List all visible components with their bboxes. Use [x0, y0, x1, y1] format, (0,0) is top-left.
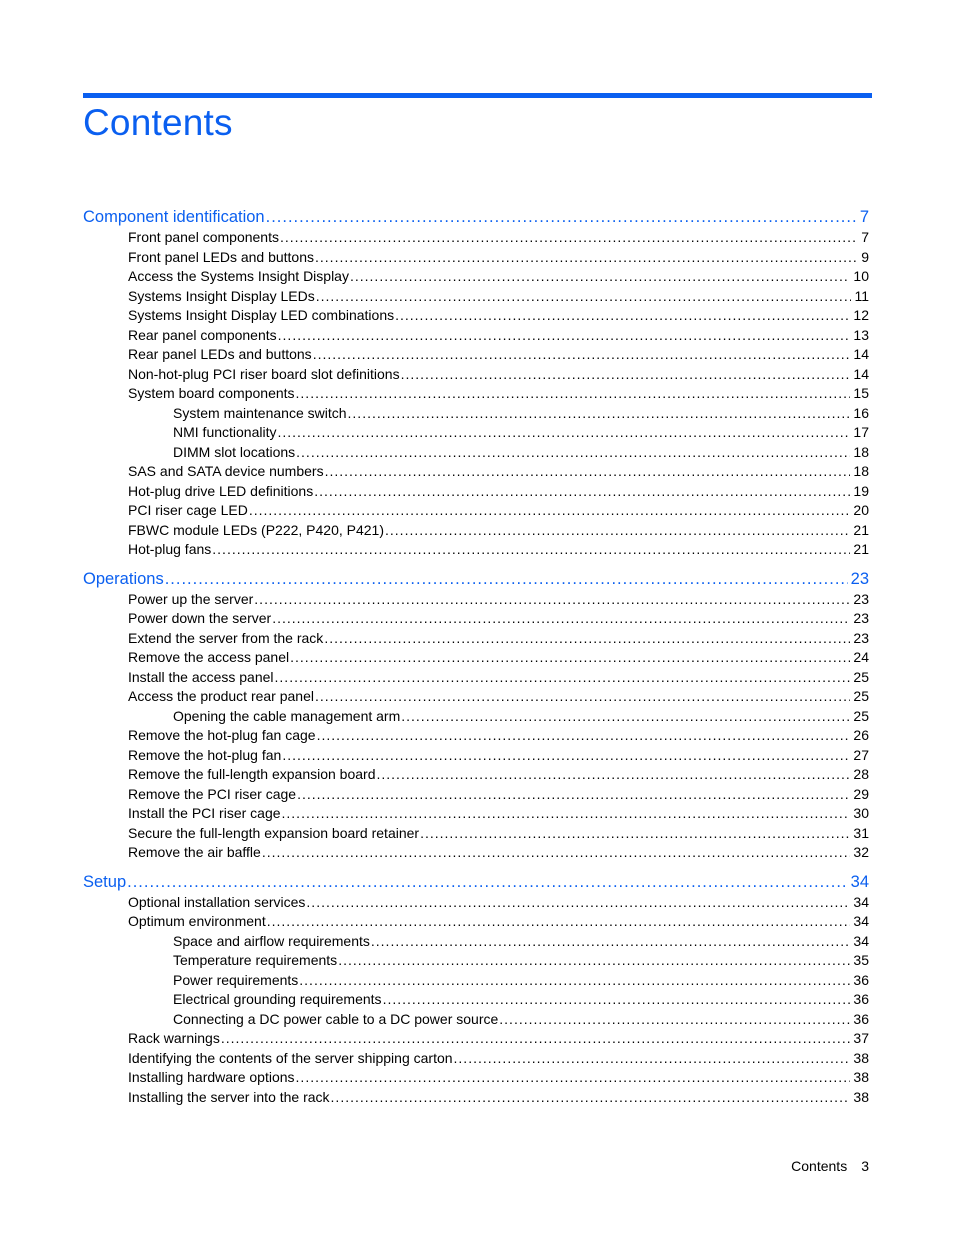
toc-entry-label: Access the Systems Insight Display — [128, 268, 349, 284]
toc-leader-dots — [395, 306, 850, 326]
toc-leader-dots — [338, 951, 850, 971]
toc-entry[interactable] — [83, 248, 869, 268]
toc-entry[interactable] — [83, 540, 869, 560]
toc-entry-page: 38 — [853, 1088, 869, 1105]
toc-entry[interactable] — [83, 648, 869, 668]
toc-leader-dots — [212, 540, 850, 560]
toc-entry-label: Optimum environment — [128, 913, 266, 929]
toc-leader-dots — [267, 912, 851, 932]
toc-leader-dots — [350, 267, 850, 287]
toc-entry[interactable] — [83, 326, 869, 346]
page-footer — [791, 1158, 869, 1174]
toc-entry-page: 9 — [861, 248, 869, 265]
toc-entry-page: 34 — [850, 872, 869, 891]
toc-entry-label: Optional installation services — [128, 893, 306, 910]
toc-leader-dots — [290, 648, 850, 668]
toc-leader-dots — [385, 521, 850, 541]
toc-leader-dots — [331, 1088, 851, 1108]
toc-entry[interactable] — [83, 1068, 869, 1088]
toc-entry[interactable] — [83, 932, 869, 952]
toc-entry-page: 31 — [853, 824, 869, 841]
toc-entry-page: 11 — [854, 287, 869, 304]
toc-entry-page: 25 — [853, 707, 869, 724]
toc-leader-dots — [299, 971, 850, 991]
toc-entry-page: 36 — [853, 991, 869, 1007]
toc-leader-dots — [324, 629, 850, 649]
toc-entry[interactable] — [83, 726, 869, 746]
toc-entry-page: 7 — [861, 229, 869, 245]
toc-entry-label: Remove the access panel — [128, 649, 290, 665]
toc-leader-dots — [272, 609, 850, 629]
toc-entry-page: 38 — [853, 1049, 869, 1066]
toc-entry-label: Hot-plug fans — [128, 541, 212, 557]
toc-entry-label: Power down the server — [128, 610, 272, 626]
toc-entry-page: 37 — [853, 1030, 869, 1046]
toc-entry-page: 36 — [853, 1010, 869, 1027]
toc-entry-page: 13 — [853, 326, 869, 343]
toc-entry[interactable] — [83, 423, 869, 443]
toc-leader-dots — [317, 726, 851, 746]
toc-entry[interactable] — [83, 971, 869, 991]
toc-entry-label: Power up the server — [128, 590, 254, 607]
toc-entry[interactable] — [83, 345, 869, 365]
toc-entry-page: 15 — [853, 385, 869, 401]
toc-entry-label: Install the access panel — [128, 668, 274, 685]
toc-entry[interactable] — [83, 990, 869, 1010]
toc-leader-dots — [325, 462, 851, 482]
toc-leader-dots — [127, 871, 848, 893]
toc-leader-dots — [280, 228, 858, 248]
toc-entry-page: 30 — [853, 805, 869, 821]
toc-entry-label: Opening the cable management arm — [173, 707, 401, 724]
toc-entry[interactable] — [83, 365, 869, 385]
toc-entry-label: DIMM slot locations — [173, 443, 296, 460]
toc-leader-dots — [296, 443, 850, 463]
toc-entry-page: 14 — [853, 365, 869, 382]
toc-entry-label: Install the PCI riser cage — [128, 805, 281, 821]
toc-entry[interactable] — [83, 629, 869, 649]
toc-chapter-entry[interactable] — [83, 568, 869, 590]
toc-entry-label: Remove the PCI riser cage — [128, 785, 297, 802]
toc-entry[interactable] — [83, 1029, 869, 1049]
toc-entry[interactable] — [83, 804, 869, 824]
toc-leader-dots — [306, 893, 850, 913]
toc-entry-label: System board components — [128, 385, 295, 401]
toc-leader-dots — [282, 804, 851, 824]
toc-leader-dots — [499, 1010, 850, 1030]
toc-entry-label: Connecting a DC power cable to a DC power source — [173, 1010, 499, 1027]
toc-entry[interactable] — [83, 501, 869, 521]
toc-entry-page: 18 — [853, 443, 869, 460]
toc-chapter-entry[interactable] — [83, 871, 869, 893]
toc-entry[interactable] — [83, 1010, 869, 1030]
toc-entry-page: 34 — [853, 913, 869, 929]
toc-leader-dots — [348, 404, 851, 424]
toc-entry-page: 27 — [853, 746, 869, 763]
toc-entry[interactable] — [83, 404, 869, 424]
toc-entry-label: NMI functionality — [173, 424, 277, 440]
toc-leader-dots — [420, 824, 850, 844]
toc-leader-dots — [313, 345, 851, 365]
toc-entry[interactable] — [83, 306, 869, 326]
toc-leader-dots — [401, 365, 851, 385]
toc-entry-label: Non-hot-plug PCI riser board slot definitions — [128, 365, 400, 382]
toc-entry-page: 25 — [853, 688, 869, 704]
toc-entry[interactable] — [83, 951, 869, 971]
toc-leader-dots — [266, 206, 857, 228]
toc-entry-label: Systems Insight Display LED combinations — [128, 307, 395, 323]
toc-entry-label: Installing hardware options — [128, 1069, 295, 1085]
toc-entry-page: 21 — [853, 521, 869, 538]
toc-entry-label: Remove the full-length expansion board — [128, 766, 376, 782]
toc-entry-label: Rack warnings — [128, 1030, 220, 1046]
toc-entry[interactable] — [83, 267, 869, 287]
toc-leader-dots — [315, 687, 850, 707]
toc-leader-dots — [278, 326, 851, 346]
toc-entry-page: 23 — [853, 610, 869, 626]
toc-entry[interactable] — [83, 287, 869, 307]
toc-entry-label: Installing the server into the rack — [128, 1088, 330, 1105]
toc-entry[interactable] — [83, 785, 869, 805]
toc-entry-label: Access the product rear panel — [128, 688, 314, 704]
toc-entry-page: 29 — [853, 785, 869, 802]
toc-entry[interactable] — [83, 521, 869, 541]
toc-entry-page: 21 — [853, 541, 869, 557]
toc-leader-dots — [275, 668, 851, 688]
toc-entry[interactable] — [83, 843, 869, 863]
toc-entry-label: Setup — [83, 872, 127, 891]
toc-entry[interactable] — [83, 707, 869, 727]
toc-entry[interactable] — [83, 765, 869, 785]
toc-entry-label: Identifying the contents of the server shipping carton — [128, 1049, 453, 1066]
toc-entry-page: 26 — [853, 727, 869, 743]
toc-leader-dots — [296, 1068, 851, 1088]
toc-entry-page: 23 — [853, 629, 869, 646]
toc-entry-label: Remove the hot-plug fan — [128, 746, 282, 763]
toc-leader-dots — [254, 590, 850, 610]
toc-leader-dots — [315, 248, 858, 268]
toc-entry[interactable] — [83, 668, 869, 688]
toc-entry-label: Remove the hot-plug fan cage — [128, 727, 316, 743]
toc-entry-label: Rear panel LEDs and buttons — [128, 346, 312, 362]
toc-entry[interactable] — [83, 912, 869, 932]
toc-entry-page: 34 — [853, 932, 869, 949]
toc-entry-page: 28 — [853, 766, 869, 782]
toc-leader-dots — [454, 1049, 851, 1069]
toc-entry-label: Operations — [83, 569, 164, 588]
toc-leader-dots — [165, 568, 848, 590]
toc-entry-page: 17 — [853, 424, 869, 440]
toc-entry[interactable] — [83, 462, 869, 482]
toc-entry[interactable] — [83, 824, 869, 844]
toc-entry-page: 20 — [853, 502, 869, 518]
toc-entry[interactable] — [83, 1088, 869, 1108]
toc-chapter-entry[interactable] — [83, 206, 869, 228]
toc-leader-dots — [221, 1029, 851, 1049]
toc-entry-page: 16 — [853, 404, 869, 421]
footer-page-number: 3 — [861, 1158, 869, 1174]
toc-entry-label: Component identification — [83, 208, 265, 226]
toc-entry-page: 36 — [853, 971, 869, 988]
toc-entry-page: 19 — [853, 482, 869, 499]
footer-section: Contents — [791, 1158, 848, 1174]
toc-entry-label: Front panel LEDs and buttons — [128, 248, 315, 265]
toc-entry-page: 24 — [853, 649, 869, 665]
toc-entry[interactable] — [83, 746, 869, 766]
toc-leader-dots — [296, 384, 851, 404]
toc-entry-label: FBWC module LEDs (P222, P420, P421) — [128, 521, 385, 538]
toc-entry-page: 34 — [853, 893, 869, 910]
toc-leader-dots — [297, 785, 850, 805]
toc-entry-label: System maintenance switch — [173, 404, 347, 421]
toc-entry-label: Hot-plug drive LED definitions — [128, 482, 314, 499]
toc-leader-dots — [282, 746, 850, 766]
toc-leader-dots — [314, 482, 850, 502]
toc-leader-dots — [249, 501, 851, 521]
toc-entry[interactable] — [83, 443, 869, 463]
toc-entry-label: Secure the full-length expansion board retainer — [128, 824, 420, 841]
toc-leader-dots — [262, 843, 851, 863]
toc-entry[interactable] — [83, 482, 869, 502]
toc-entry-page: 35 — [853, 952, 869, 968]
table-of-contents — [83, 206, 869, 1107]
toc-entry-page: 25 — [853, 668, 869, 685]
toc-entry[interactable] — [83, 893, 869, 913]
toc-entry-page: 12 — [853, 307, 869, 323]
toc-leader-dots — [401, 707, 850, 727]
toc-entry-page: 14 — [853, 346, 869, 362]
toc-entry-page: 7 — [859, 208, 869, 226]
toc-entry-page: 38 — [853, 1069, 869, 1085]
toc-leader-dots — [377, 765, 851, 785]
toc-entry-label: Front panel components — [128, 229, 279, 245]
toc-entry-label: Extend the server from the rack — [128, 629, 324, 646]
toc-entry-page: 23 — [850, 569, 869, 588]
toc-leader-dots — [383, 990, 851, 1010]
toc-entry[interactable] — [83, 384, 869, 404]
toc-entry-label: Electrical grounding requirements — [173, 991, 382, 1007]
toc-entry-label: Systems Insight Display LEDs — [128, 287, 315, 304]
toc-entry[interactable] — [83, 609, 869, 629]
toc-entry[interactable] — [83, 1049, 869, 1069]
toc-leader-dots — [371, 932, 851, 952]
toc-leader-dots — [316, 287, 852, 307]
toc-entry-label: PCI riser cage LED — [128, 502, 248, 518]
toc-entry-label: Remove the air baffle — [128, 844, 261, 860]
toc-entry-label: SAS and SATA device numbers — [128, 463, 324, 479]
toc-entry-page: 32 — [853, 844, 869, 860]
toc-entry-label: Temperature requirements — [173, 952, 338, 968]
toc-entry[interactable] — [83, 687, 869, 707]
title-rule — [83, 93, 872, 98]
toc-entry-page: 18 — [853, 463, 869, 479]
toc-entry[interactable] — [83, 228, 869, 248]
toc-entry-label: Power requirements — [173, 971, 299, 988]
toc-leader-dots — [277, 423, 850, 443]
toc-entry-label: Space and airflow requirements — [173, 932, 370, 949]
toc-entry-page: 23 — [853, 590, 869, 607]
toc-entry-label: Rear panel components — [128, 326, 277, 343]
page-title: Contents — [83, 102, 233, 143]
toc-entry-page: 10 — [853, 268, 869, 284]
toc-entry[interactable] — [83, 590, 869, 610]
